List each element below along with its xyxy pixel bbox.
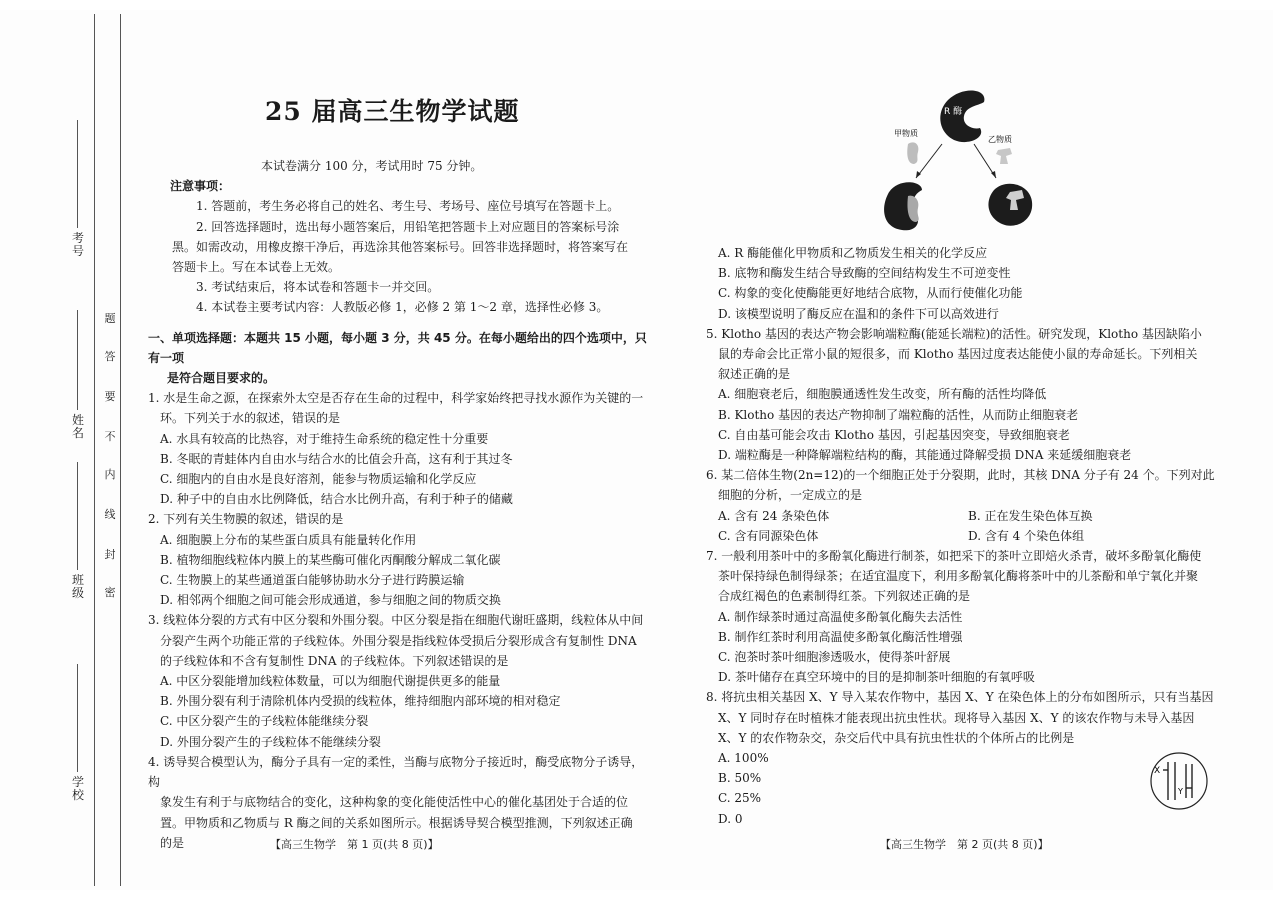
section-heading-cont: 是符合题目要求的。: [167, 371, 276, 386]
q5-stem: 5. Klotho 基因的表达产物会影响端粒酶(能延长端粒)的活性。研究发现，Klotho 基因缺陷小: [706, 326, 1202, 341]
q7-stem-cont: 茶叶保持绿色制得绿茶；在适宜温度下，利用多酚氧化酶将茶叶中的儿茶酚和单宁氧化并聚: [718, 569, 1199, 584]
q6-option-c: C. 含有同源染色体: [718, 528, 819, 543]
q4-option-b: B. 底物和酶发生结合导致酶的空间结构发生不可逆变性: [718, 266, 1011, 281]
q2-option-a: A. 细胞膜上分布的某些蛋白质具有能量转化作用: [160, 532, 417, 547]
q6-option-b: B. 正在发生染色体互换: [968, 508, 1093, 523]
q6-stem: 6. 某二倍体生物(2n=12)的一个细胞正处于分裂期，此时，其核 DNA 分子有 24 个。下列对此: [706, 468, 1215, 483]
seal-char: 线: [104, 508, 116, 521]
blank-kaohao: [77, 120, 78, 228]
notice-heading: 注意事项：: [170, 179, 231, 194]
q4-option-a: A. R 酶能催化甲物质和乙物质发生相关的化学反应: [718, 246, 988, 260]
q7-option-a: A. 制作绿茶时通过高温使多酚氧化酶失去活性: [718, 609, 963, 624]
q5-option-b: B. Klotho 基因的表达产物抑制了端粒酶的活性，从而防止细胞衰老: [718, 407, 1079, 422]
seal-char: 要: [104, 390, 116, 403]
q7-stem: 7. 一般利用茶叶中的多酚氧化酶进行制茶，如把采下的茶叶立即焙火杀青，破坏多酚氧化酶使: [706, 549, 1202, 564]
notice-item: 4. 本试卷主要考试内容：人教版必修 1，必修 2 第 1～2 章，选择性必修 3。: [196, 300, 609, 315]
notice-item: 2. 回答选择题时，选出每小题答案后，用铅笔把答题卡上对应题目的答案标号涂: [196, 219, 620, 234]
footer-page-2: 【高三生物学 第 2 页(共 8 页)】: [880, 838, 1049, 851]
substrate-yi-shape: [996, 148, 1012, 164]
q6-options-row2: [706, 526, 1226, 546]
substrate-jia-shape: [907, 142, 918, 164]
gene-y-label: Y: [1178, 787, 1183, 796]
q4-option-c: C. 构象的变化使酶能更好地结合底物，从而行使催化功能: [718, 286, 1023, 301]
q4-stem-cont: 象发生有利于与底物结合的变化，这种构象的变化能使活性中心的催化基团处于合适的位: [160, 795, 629, 810]
q7-option-b: B. 制作红茶时利用高温使多酚氧化酶活性增强: [718, 629, 963, 644]
q3-option-c: C. 中区分裂产生的子线粒体能继续分裂: [160, 714, 369, 729]
q5-option-a: A. 细胞衰老后，细胞膜通透性发生改变，所有酶的活性均降低: [718, 387, 1047, 402]
substrate-yi-label: 乙物质: [988, 135, 1012, 144]
q5-option-c: C. 自由基可能会攻击 Klotho 基因，引起基因突变，导致细胞衰老: [718, 427, 1070, 442]
q2-option-c: C. 生物膜上的某些通道蛋白能够协助水分子进行跨膜运输: [160, 573, 465, 588]
q5-stem-cont: 叙述正确的是: [718, 367, 791, 382]
q8-option-b: B. 50%: [718, 771, 762, 786]
q1-option-d: D. 种子中的自由水比例降低，结合水比例升高，有利于种子的储藏: [160, 492, 513, 507]
seal-char: 答: [104, 350, 116, 363]
exam-title: 25 届高三生物学试题: [265, 97, 520, 126]
q3-stem-cont: 的子线粒体和不含有复制性 DNA 的子线粒体。下列叙述错误的是: [160, 653, 509, 668]
q5-option-d: D. 端粒酶是一种降解端粒结构的酶，其能通过降解受损 DNA 来延缓细胞衰老: [718, 448, 1132, 463]
left-page: [148, 156, 648, 853]
q8-stem: 8. 将抗虫相关基因 X、Y 导入某农作物中，基因 X、Y 在染色体上的分布如图所示，只有当基因: [706, 690, 1214, 705]
q1-stem: 1. 水是生命之源，在探索外太空是否存在生命的过程中，科学家始终把寻找水源作为关键的一: [148, 391, 644, 406]
q8-option-a: A. 100%: [718, 751, 769, 766]
q2-stem: 2. 下列有关生物膜的叙述，错误的是: [148, 512, 344, 527]
enzyme-yi-complex: [988, 184, 1032, 226]
notice-item: 黑。如需改动，用橡皮擦干净后，再选涂其他答案标号。回答非选择题时，将答案写在: [172, 239, 629, 254]
blank-xuexiao: [77, 664, 78, 772]
section-heading: 一、单项选择题：本题共 15 小题，每小题 3 分，共 45 分。在每小题给出的四个选项中，只有一项: [148, 330, 647, 365]
q4-option-d: D. 该模型说明了酶反应在温和的条件下可以高效进行: [718, 306, 999, 321]
q1-stem-cont: 环。下列关于水的叙述，错误的是: [160, 411, 341, 426]
footer-page-1: 【高三生物学 第 1 页(共 8 页)】: [270, 838, 439, 851]
q4-stem-cont: 置。甲物质和乙物质与 R 酶之间的关系如图所示。根据诱导契合模型推测，下列叙述正确: [160, 815, 633, 830]
q8-option-d: D. 0: [718, 811, 743, 826]
induced-fit-figure: [870, 82, 1070, 242]
blank-xingming: [77, 310, 78, 410]
cell-outline: [1151, 753, 1207, 809]
q7-stem-cont: 合成红褐色的色素制得红茶。下列叙述正确的是: [718, 589, 971, 604]
q3-stem: 3. 线粒体分裂的方式有中区分裂和外围分裂。中区分裂是指在细胞代谢旺盛期，线粒体从中间: [148, 613, 644, 628]
notice-item: 3. 考试结束后，将本试卷和答题卡一并交回。: [196, 280, 440, 295]
seal-char: 题: [104, 312, 116, 325]
notice-item: 1. 答题前，考生务必将自己的姓名、考生号、考场号、座位号填写在答题卡上。: [196, 199, 620, 214]
blank-banji: [77, 462, 78, 570]
q6-option-a: A. 含有 24 条染色体: [718, 508, 830, 523]
q3-stem-cont: 分裂产生两个功能正常的子线粒体。外围分裂是指线粒体受损后分裂形成含有复制性 DNA: [160, 633, 637, 648]
q4-stem: 4. 诱导契合模型认为，酶分子具有一定的柔性，当酶与底物分子接近时，酶受底物分子诱导，构: [148, 754, 644, 790]
q5-stem-cont: 鼠的寿命会比正常小鼠的短很多，而 Klotho 基因过度表达能使小鼠的寿命延长。下列相关: [718, 347, 1198, 362]
chromosome-figure: [1148, 750, 1210, 812]
arrow-left: [916, 144, 942, 178]
seal-char: 密: [104, 586, 116, 599]
q6-options-row1: [706, 506, 1226, 526]
label-banji: 班级: [71, 573, 84, 600]
binding-line-inner: [120, 14, 121, 886]
label-xingming: 姓名: [71, 413, 84, 440]
label-kaohao: 考号: [71, 231, 84, 258]
q1-option-b: B. 冬眠的青蛙体内自由水与结合水的比值会升高，这有利于其过冬: [160, 451, 513, 466]
q1-option-a: A. 水具有较高的比热容，对于维持生命系统的稳定性十分重要: [160, 431, 489, 446]
label-xuexiao: 学校: [71, 775, 84, 802]
seal-char: 内: [104, 468, 116, 481]
q7-option-d: D. 茶叶储存在真空环境中的目的是抑制茶叶细胞的有氧呼吸: [718, 670, 1035, 685]
q4-stem-cont: 的是: [160, 835, 185, 850]
binding-line-outer: [94, 14, 95, 886]
q2-option-d: D. 相邻两个细胞之间可能会形成通道，参与细胞之间的物质交换: [160, 593, 501, 608]
notice-item: 答题卡上。写在本试卷上无效。: [172, 260, 341, 275]
q6-stem-cont: 细胞的分析，一定成立的是: [718, 488, 863, 503]
exam-subtitle: 本试卷满分 100 分，考试用时 75 分钟。: [261, 159, 483, 173]
right-page: [706, 243, 1226, 829]
q8-option-c: C. 25%: [718, 791, 762, 806]
q7-option-c: C. 泡茶时茶叶细胞渗透吸水，使得茶叶舒展: [718, 650, 951, 665]
q3-option-a: A. 中区分裂能增加线粒体数量，可以为细胞代谢提供更多的能量: [160, 674, 501, 689]
q3-option-d: D. 外围分裂产生的子线粒体不能继续分裂: [160, 734, 381, 749]
binding-strip: [60, 14, 122, 886]
gene-x-label: X: [1154, 766, 1161, 776]
q2-option-b: B. 植物细胞线粒体内膜上的某些酶可催化丙酮酸分解成二氧化碳: [160, 552, 501, 567]
q1-option-c: C. 细胞内的自由水是良好溶剂，能参与物质运输和化学反应: [160, 472, 477, 487]
seal-char: 不: [104, 430, 116, 443]
q3-option-b: B. 外围分裂有利于清除机体内受损的线粒体，维持细胞内部环境的相对稳定: [160, 694, 561, 709]
q8-stem-cont: X、Y 的农作物杂交，杂交后代中具有抗虫性状的个体所占的比例是: [718, 730, 1075, 745]
q8-stem-cont: X、Y 同时存在时植株才能表现出抗虫性状。现将导入基因 X、Y 的该农作物与未导入基因: [718, 710, 1195, 725]
r-enzyme-label: R 酶: [944, 107, 963, 117]
q6-option-d: D. 含有 4 个染色体组: [968, 528, 1085, 543]
substrate-jia-label: 甲物质: [894, 129, 918, 138]
seal-char: 封: [104, 548, 116, 561]
